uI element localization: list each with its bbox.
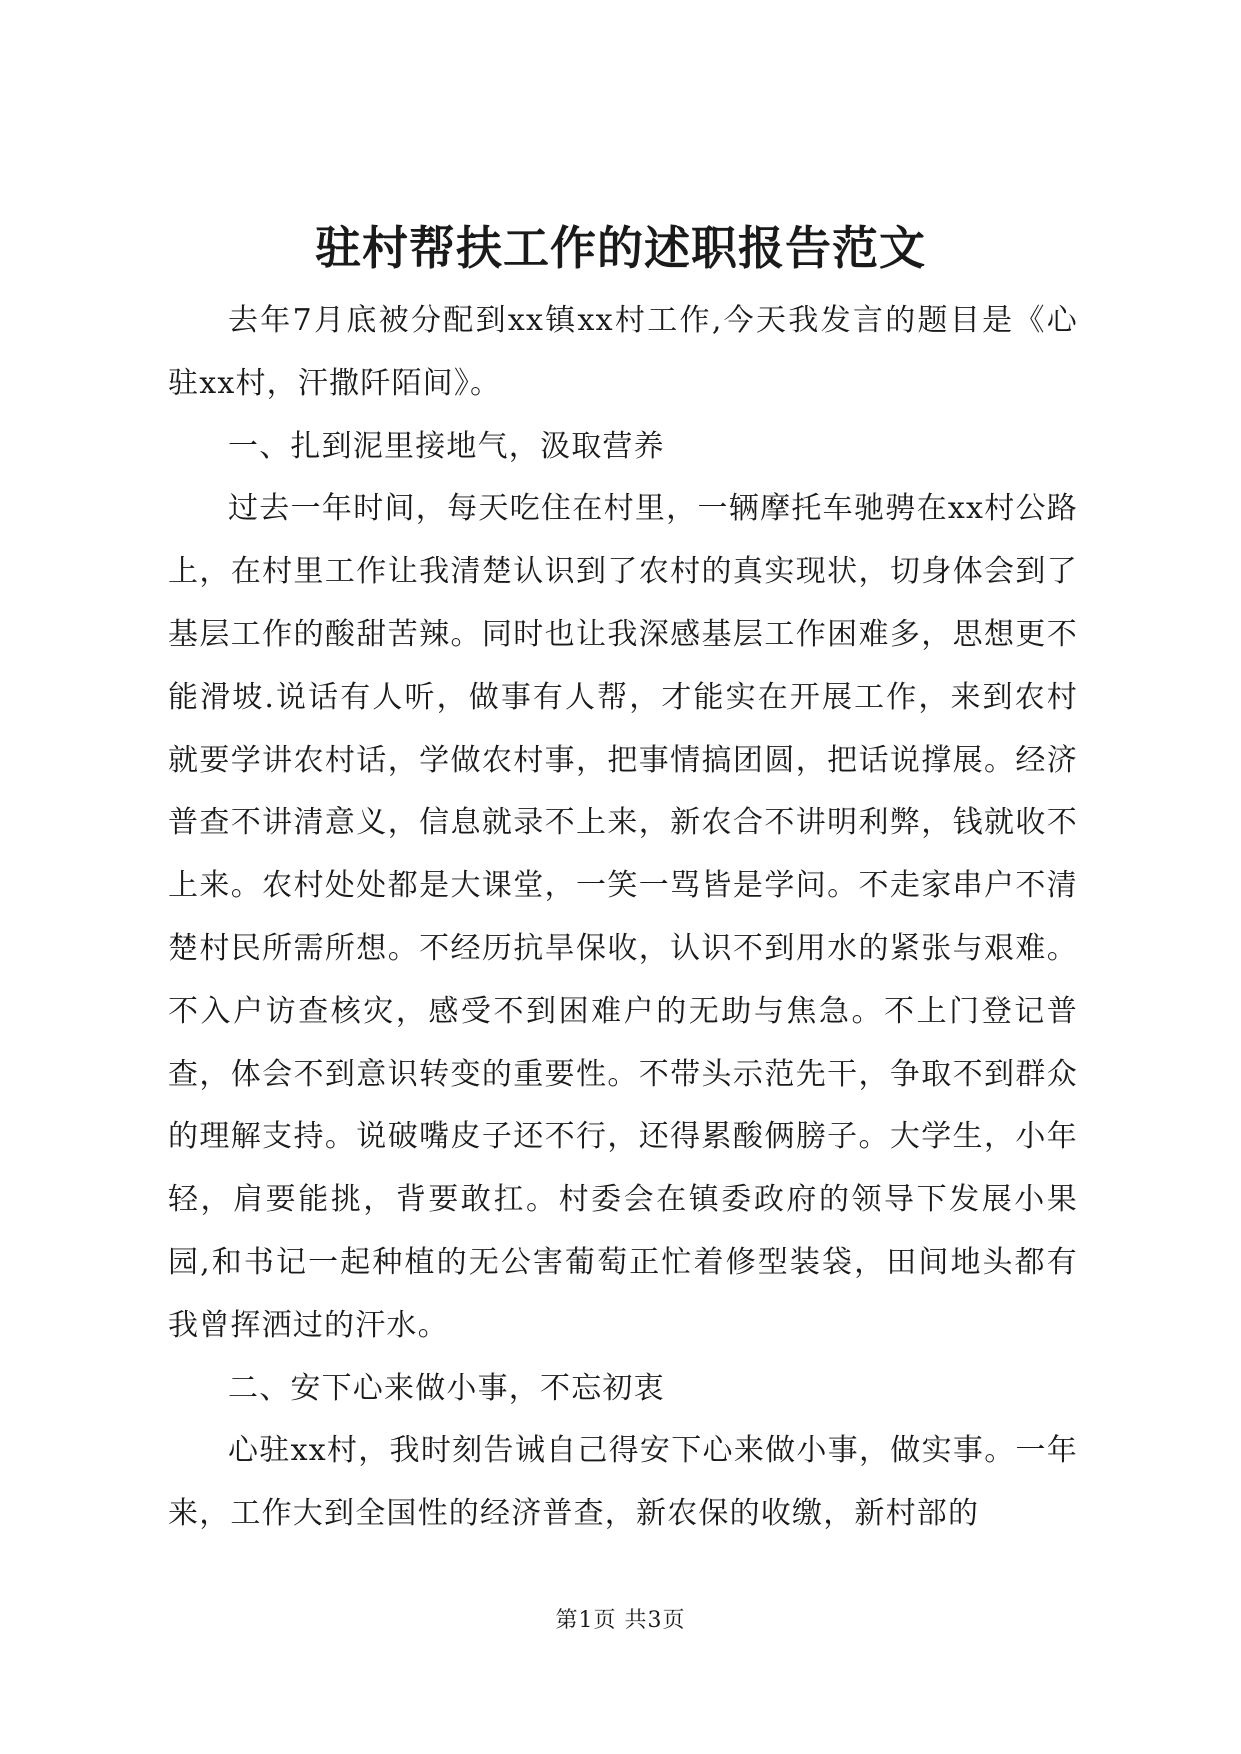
- document-body: [168, 290, 1078, 1546]
- section-heading-2: 二、安下心来做小事，不忘初衷: [228, 1370, 665, 1406]
- paragraph-section-2: 心驻xx村，我时刻告诫自己得安下心来做小事，做实事。一年来，工作大到全国性的经济普查，新农保的收缴，新村部的: [168, 1433, 1078, 1532]
- paragraph-intro: 去年7月底被分配到xx镇xx村工作,今天我发言的题目是《心驻xx村，汗撒阡陌间》。: [168, 303, 1078, 401]
- document-title: 驻村帮扶工作的述职报告范文: [315, 221, 926, 275]
- section-heading-1: 一、扎到泥里接地气，汲取营养: [228, 428, 665, 464]
- page-number-footer: 第1页 共3页: [555, 1608, 686, 1633]
- paragraph-section-1: 过去一年时间，每天吃住在村里，一辆摩托车驰骋在xx村公路上，在村里工作让我清楚认识到了农村的真实现状，切身体会到了基层工作的酸甜苦辣。同时也让我深感基层工作困难多，思想更不能滑坡.说话有人听，做事有人帮，才能实在开展工作，来到农村就要学讲农村话，学做农村事，把事情搞团圆，把话说撑展。经济普查不讲清意义，信息就录不上来，新农合不讲明利弊，钱就收不上来。农村处处都是大课堂，一笑一骂皆是学问。不走家串户不清楚村民所需所想。不经历抗旱保收，认识不到用水的紧张与艰难。不入户访查核灾，感受不到困难户的无助与焦急。不上门登记普查，体会不到意识转变的重要性。不带头示范先干，争取不到群众的理解支持。说破嘴皮子还不行，还得累酸俩膀子。大学生，小年轻，肩要能挑，背要敢扛。村委会在镇委政府的领导下发展小果园,和书记一起种植的无公害葡萄正忙着修型装袋，田间地头都有我曾挥洒过的汗水。: [168, 491, 1078, 1343]
